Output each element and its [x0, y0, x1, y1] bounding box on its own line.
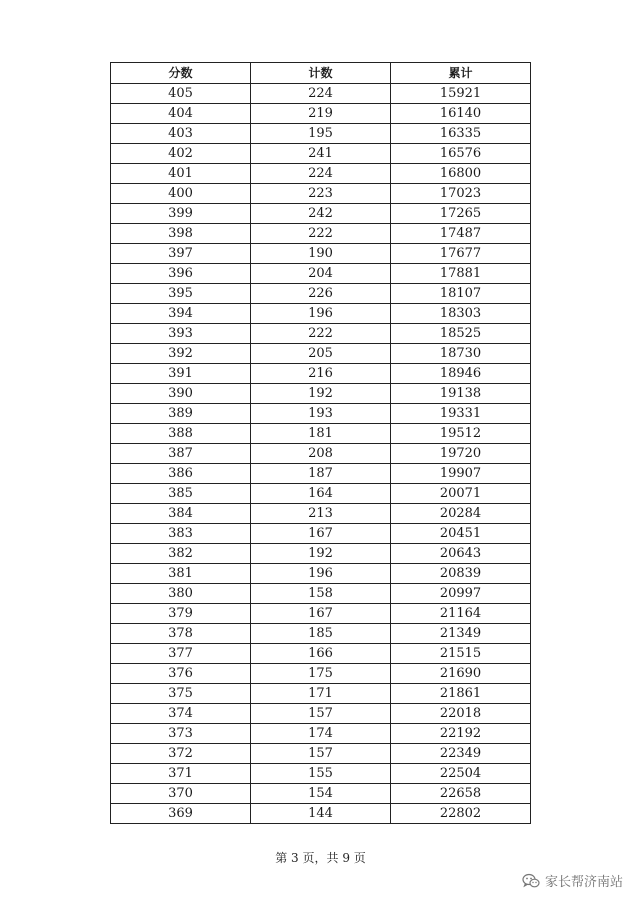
cell-cumulative: 18107: [391, 284, 531, 304]
cell-cumulative: 21861: [391, 684, 531, 704]
cell-cumulative: 16335: [391, 124, 531, 144]
cell-count: 226: [251, 284, 391, 304]
cell-cumulative: 22018: [391, 704, 531, 724]
cell-count: 174: [251, 724, 391, 744]
cell-score: 394: [111, 304, 251, 324]
cell-count: 195: [251, 124, 391, 144]
cell-cumulative: 19512: [391, 424, 531, 444]
table-row: [111, 464, 531, 484]
table-body: [111, 84, 531, 824]
cell-count: 224: [251, 84, 391, 104]
cell-score: 376: [111, 664, 251, 684]
cell-score: 385: [111, 484, 251, 504]
cell-score: 398: [111, 224, 251, 244]
header-score: 分数: [111, 63, 251, 84]
cell-cumulative: 20839: [391, 564, 531, 584]
cell-score: 389: [111, 404, 251, 424]
table-row: [111, 164, 531, 184]
table-row: [111, 244, 531, 264]
cell-cumulative: 17023: [391, 184, 531, 204]
cell-score: 375: [111, 684, 251, 704]
cell-count: 166: [251, 644, 391, 664]
cell-cumulative: 18946: [391, 364, 531, 384]
cell-score: 386: [111, 464, 251, 484]
table-row: [111, 704, 531, 724]
cell-cumulative: 20451: [391, 524, 531, 544]
cell-cumulative: 17677: [391, 244, 531, 264]
cell-cumulative: 21515: [391, 644, 531, 664]
cell-score: 370: [111, 784, 251, 804]
table-row: [111, 564, 531, 584]
cell-score: 383: [111, 524, 251, 544]
table-row: [111, 184, 531, 204]
cell-cumulative: 18730: [391, 344, 531, 364]
table-row: [111, 364, 531, 384]
cell-count: 164: [251, 484, 391, 504]
cell-count: 190: [251, 244, 391, 264]
header-cumulative: 累计: [391, 63, 531, 84]
cell-cumulative: 22349: [391, 744, 531, 764]
cell-score: 400: [111, 184, 251, 204]
cell-score: 384: [111, 504, 251, 524]
table-header: [111, 63, 531, 84]
cell-count: 185: [251, 624, 391, 644]
cell-cumulative: 19331: [391, 404, 531, 424]
table-row: [111, 104, 531, 124]
cell-count: 157: [251, 744, 391, 764]
cell-count: 192: [251, 544, 391, 564]
cell-cumulative: 17487: [391, 224, 531, 244]
table-row: [111, 204, 531, 224]
table-row: [111, 344, 531, 364]
table-row: [111, 144, 531, 164]
table-row: [111, 384, 531, 404]
table-row: [111, 764, 531, 784]
cell-count: 196: [251, 304, 391, 324]
cell-score: 377: [111, 644, 251, 664]
cell-cumulative: 21690: [391, 664, 531, 684]
cell-cumulative: 18525: [391, 324, 531, 344]
cell-count: 196: [251, 564, 391, 584]
cell-cumulative: 20643: [391, 544, 531, 564]
cell-count: 158: [251, 584, 391, 604]
cell-count: 192: [251, 384, 391, 404]
cell-cumulative: 21349: [391, 624, 531, 644]
table-row: [111, 604, 531, 624]
cell-count: 222: [251, 324, 391, 344]
table-row: [111, 584, 531, 604]
cell-cumulative: 22802: [391, 804, 531, 824]
cell-cumulative: 15921: [391, 84, 531, 104]
table-row: [111, 284, 531, 304]
cell-score: 399: [111, 204, 251, 224]
table-row: [111, 804, 531, 824]
cell-count: 223: [251, 184, 391, 204]
cell-count: 219: [251, 104, 391, 124]
cell-cumulative: 19138: [391, 384, 531, 404]
cell-score: 390: [111, 384, 251, 404]
cell-score: 392: [111, 344, 251, 364]
table-row: [111, 424, 531, 444]
cell-score: 404: [111, 104, 251, 124]
cell-cumulative: 17265: [391, 204, 531, 224]
cell-count: 175: [251, 664, 391, 684]
cell-cumulative: 21164: [391, 604, 531, 624]
cell-cumulative: 19720: [391, 444, 531, 464]
cell-score: 382: [111, 544, 251, 564]
cell-cumulative: 22658: [391, 784, 531, 804]
cell-count: 154: [251, 784, 391, 804]
cell-score: 401: [111, 164, 251, 184]
cell-score: 388: [111, 424, 251, 444]
table-row: [111, 484, 531, 504]
cell-count: 167: [251, 604, 391, 624]
table-row: [111, 744, 531, 764]
cell-cumulative: 20284: [391, 504, 531, 524]
cell-score: 374: [111, 704, 251, 724]
page-number: 第 3 页，共 9 页: [275, 851, 366, 865]
table-row: [111, 324, 531, 344]
cell-count: 205: [251, 344, 391, 364]
cell-score: 378: [111, 624, 251, 644]
cell-score: 393: [111, 324, 251, 344]
cell-cumulative: 18303: [391, 304, 531, 324]
cell-score: 380: [111, 584, 251, 604]
cell-cumulative: 22192: [391, 724, 531, 744]
table-row: [111, 224, 531, 244]
table-row: [111, 524, 531, 544]
cell-count: 193: [251, 404, 391, 424]
cell-cumulative: 16576: [391, 144, 531, 164]
table-row: [111, 784, 531, 804]
cell-score: 369: [111, 804, 251, 824]
cell-cumulative: 17881: [391, 264, 531, 284]
cell-count: 224: [251, 164, 391, 184]
table-row: [111, 84, 531, 104]
cell-score: 373: [111, 724, 251, 744]
cell-score: 391: [111, 364, 251, 384]
cell-count: 208: [251, 444, 391, 464]
cell-count: 216: [251, 364, 391, 384]
table-row: [111, 444, 531, 464]
table-row: [111, 504, 531, 524]
cell-cumulative: 16140: [391, 104, 531, 124]
header-row: [111, 63, 531, 84]
cell-count: 157: [251, 704, 391, 724]
score-table: [110, 62, 531, 824]
cell-cumulative: 22504: [391, 764, 531, 784]
cell-cumulative: 16800: [391, 164, 531, 184]
cell-count: 144: [251, 804, 391, 824]
cell-cumulative: 19907: [391, 464, 531, 484]
table-row: [111, 724, 531, 744]
cell-count: 187: [251, 464, 391, 484]
cell-score: 395: [111, 284, 251, 304]
cell-score: 402: [111, 144, 251, 164]
cell-count: 171: [251, 684, 391, 704]
page-footer: [0, 849, 641, 866]
table-row: [111, 544, 531, 564]
table-row: [111, 404, 531, 424]
cell-count: 167: [251, 524, 391, 544]
table-row: [111, 264, 531, 284]
table-row: [111, 684, 531, 704]
cell-score: 371: [111, 764, 251, 784]
watermark-text: 家长帮济南站: [544, 875, 623, 890]
cell-cumulative: 20997: [391, 584, 531, 604]
header-count: 计数: [251, 63, 391, 84]
cell-count: 204: [251, 264, 391, 284]
cell-score: 379: [111, 604, 251, 624]
cell-cumulative: 20071: [391, 484, 531, 504]
cell-score: 372: [111, 744, 251, 764]
table-row: [111, 624, 531, 644]
cell-count: 181: [251, 424, 391, 444]
cell-count: 241: [251, 144, 391, 164]
cell-score: 381: [111, 564, 251, 584]
cell-score: 396: [111, 264, 251, 284]
cell-score: 387: [111, 444, 251, 464]
table-row: [111, 304, 531, 324]
cell-score: 405: [111, 84, 251, 104]
cell-count: 213: [251, 504, 391, 524]
cell-count: 242: [251, 204, 391, 224]
table-row: [111, 124, 531, 144]
cell-score: 397: [111, 244, 251, 264]
watermark: [522, 871, 623, 890]
cell-count: 155: [251, 764, 391, 784]
cell-count: 222: [251, 224, 391, 244]
table-row: [111, 664, 531, 684]
wechat-icon: [522, 873, 540, 889]
table-row: [111, 644, 531, 664]
cell-score: 403: [111, 124, 251, 144]
